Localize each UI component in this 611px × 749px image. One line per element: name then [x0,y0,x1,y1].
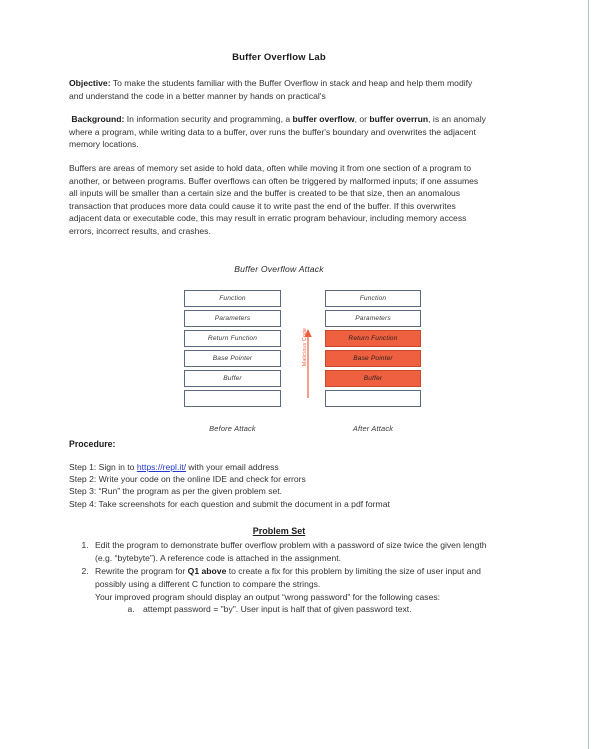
buffer-overflow-diagram [69,264,489,439]
problem-item-2-suffix: to create a fix for this problem by limiting the size of user input and possibly using a different C function to compare the strings. [95,566,481,589]
procedure-heading: Procedure: [69,438,116,449]
step-1-suffix: with your email address [186,461,279,472]
problem-item-2a: a. attempt password = "by". User input is half that of given password text. [137,603,489,616]
problem-item-2-extra: Your improved program should display an output “wrong password” for the following cases: [95,591,441,602]
stack-cell: Buffer [184,370,281,387]
figure-title: Buffer Overflow Attack [234,263,324,274]
problem-set-heading: Problem Set [252,526,306,537]
objective-label: Objective: [69,78,111,88]
stack-cell: Parameters [184,310,281,327]
after-attack-caption: After Attack [352,423,394,433]
stack-cell: Function [184,290,281,307]
stack-cell: Return Function [184,330,281,347]
body-paragraph: Buffers are areas of memory set aside to hold data, often while moving it from one section of a program to another, or between programs. Buffer overflows can often be triggered by malformed inputs; if one assumes all inputs will be smaller than a certain size and the buffer is created to be that size, then an anomalous transaction that produces more data could cause it to write past the end of the buffer. If this overwrites adjacent data or executable code, this may result in erratic program behaviour, including memory access errors, incorrect results, and crashes. [69,162,479,236]
stack-cell: Buffer [325,370,421,387]
procedure-step-3: Step 3: “Run” the program as per the given problem set. [69,486,283,497]
procedure-step-1 [69,461,489,473]
stack-cell [184,390,281,407]
background-text-3: , is an anomaly where a program, while writing data to a buffer, over runs the buffer's boundary and overwrites the adjacent memory locations. [69,114,486,150]
objective-text: To make the students familiar with the Buffer Overflow in stack and heap and help them modify and understand the code in a better manner by hands on practical's [69,78,473,101]
stack-cell: Base Pointer [325,350,421,367]
background-text-2: , or [354,114,370,125]
up-arrow-icon [297,328,319,400]
stack-cell [325,390,421,407]
problem-item-2-sublist [95,603,489,616]
repl-it-link[interactable]: https://repl.it/ [136,461,187,472]
background-label: Background: [71,114,125,125]
procedure-step-4: Step 4: Take screenshots for each question and submit the document in a pdf format [69,498,390,509]
background-bold-2: buffer overrun [369,114,429,125]
background-paragraph [69,113,489,151]
stack-cell: Function [325,290,421,307]
problem-item-2 [91,565,489,615]
page-title: Buffer Overflow Lab [232,52,326,63]
procedure-steps [69,461,489,511]
background-bold-1: buffer overflow [292,114,355,125]
problem-set-list [69,539,489,616]
problem-item-1: 1. Edit the program to demonstrate buffer overflow problem with a password of size twice the given length (e.g. “bytebyte”). A reference code is attached in the assignment. [91,539,489,564]
problem-item-2-prefix: Rewrite the program for [95,566,188,577]
stack-diagram [69,290,489,433]
malicious-code-arrow [297,328,319,400]
before-attack-stack [184,290,281,410]
before-attack-caption: Before Attack [209,423,256,433]
problem-item-2-bold: Q1 above [187,566,227,577]
after-attack-stack [325,290,421,410]
step-1-prefix: Step 1: Sign in to [69,461,137,472]
procedure-step-2: Step 2: Write your code on the online IDE and check for errors [69,473,306,484]
objective-paragraph [69,77,489,102]
document-content [69,52,489,617]
background-text-1: In information security and programming, a [124,114,293,125]
stack-cell: Parameters [325,310,421,327]
stack-cell: Return Function [325,330,421,347]
stack-cell: Base Pointer [184,350,281,367]
malicious-code-label: Malicious Code [302,327,308,366]
